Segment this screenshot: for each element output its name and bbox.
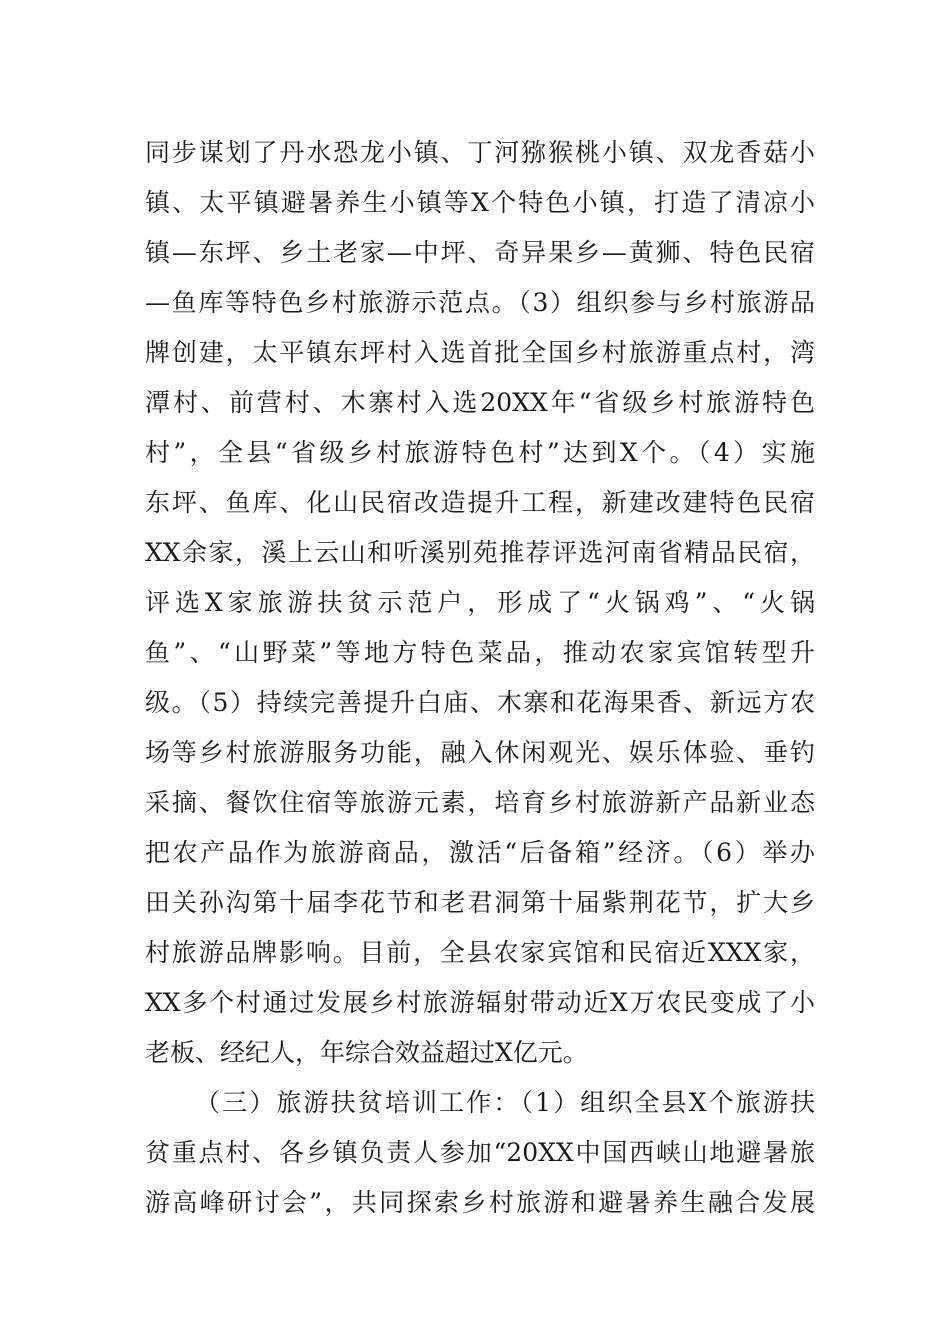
text-line: —鱼库等特色乡村旅游示范点。（3）组织参与乡村旅游品 — [145, 288, 815, 317]
paragraph-start-line: （三）旅游扶贫培训工作：（1）组织全县X个旅游扶 — [195, 1088, 815, 1117]
text-line: 场等乡村旅游服务功能，融入休闲观光、娱乐体验、垂钓 — [145, 738, 815, 767]
text-line: 田关孙沟第十届李花节和老君洞第十届紫荆花节，扩大乡 — [145, 888, 815, 917]
text-line: 游高峰研讨会”，共同探索乡村旅游和避暑养生融合发展 — [145, 1188, 815, 1217]
text-line: 镇、太平镇避暑养生小镇等X个特色小镇，打造了清凉小 — [145, 188, 815, 217]
text-line: 采摘、餐饮住宿等旅游元素，培育乡村旅游新产品新业态 — [145, 788, 815, 817]
text-line: 评选X家旅游扶贫示范户，形成了“火锅鸡”、“火锅 — [145, 588, 815, 617]
text-line: 村”，全县“省级乡村旅游特色村”达到X个。（4）实施 — [145, 438, 815, 467]
text-line: 牌创建，太平镇东坪村入选首批全国乡村旅游重点村，湾 — [145, 338, 815, 367]
text-line: 鱼”、“山野菜”等地方特色菜品，推动农家宾馆转型升 — [145, 638, 815, 667]
text-line: 镇—东坪、乡土老家—中坪、奇异果乡—黄狮、特色民宿 — [145, 238, 815, 267]
text-line: 村旅游品牌影响。目前，全县农家宾馆和民宿近XXX家， — [145, 938, 815, 967]
text-line: 潭村、前营村、木寨村入选20XX年“省级乡村旅游特色 — [145, 388, 815, 417]
text-line: 贫重点村、各乡镇负责人参加“20XX中国西峡山地避暑旅 — [145, 1138, 815, 1167]
text-line: 东坪、鱼库、化山民宿改造提升工程，新建改建特色民宿 — [145, 488, 815, 517]
text-line: XX余家，溪上云山和听溪别苑推荐评选河南省精品民宿， — [145, 538, 815, 567]
text-line: 把农产品作为旅游商品，激活“后备箱”经济。（6）举办 — [145, 838, 815, 867]
text-line: 老板、经纪人，年综合效益超过X亿元。 — [145, 1038, 588, 1067]
text-line: 级。（5）持续完善提升白庙、木寨和花海果香、新远方农 — [145, 688, 815, 717]
text-line: 同步谋划了丹水恐龙小镇、丁河猕猴桃小镇、双龙香菇小 — [145, 138, 815, 167]
text-line: XX多个村通过发展乡村旅游辐射带动近X万农民变成了小 — [145, 988, 815, 1017]
